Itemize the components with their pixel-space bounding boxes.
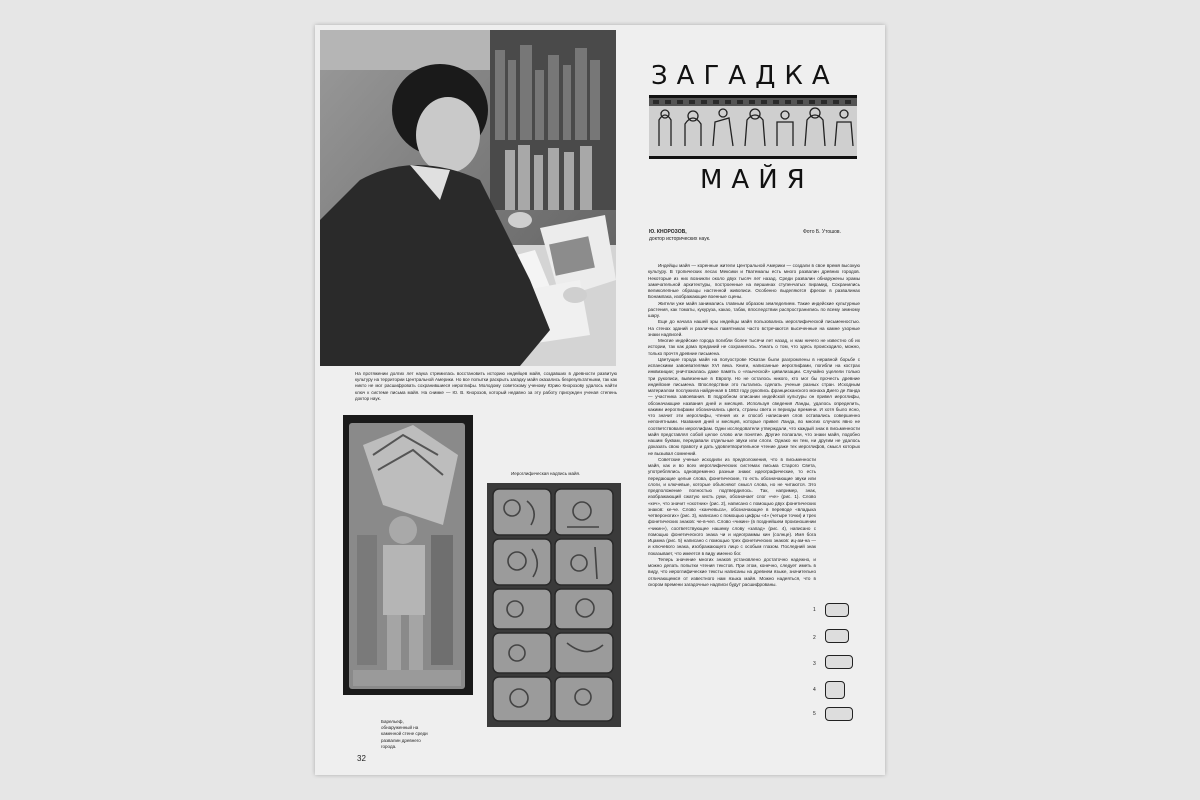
author-name: Ю. КНОРОЗОВ, (649, 229, 687, 235)
body-paragraph: Советские ученые исходили из предположения, что в письменности майя, как и во всех иероглифических системах письма Старого Света, употреблялись одновременно разные знаки: идеографические, то есть передающие целые слова, фонетические, то есть обозначающие звуки или слоги, и ключевые, которые объясняют смысл слова, но не читаются. Это предположение полностью подтвердилось. Так, например, знак, изображающий сжатую кисть руки, обозначает слог «че» (рис. 1). Слово «кеч», что значит «охотник» (рис. 2), написано с помощью двух фонетических знаков: ке-че. Слово «канчевьса», обозначающее в переводе «владыка четвероногих» (рис. 3), написано с помощью цифры «4» (четыре точки) и трех фонетических знаков: че-в-чел. Слово «чикин» (в позднейшем произношении «чикин»), соответствующее нашему слову «запад» (рис. 4), написано с помощью фонетического знака чи и идеограммы кин (солнце). Имя бога Ицамна (рис. 5) написано с помощью трех фонетических знаков: иц-ам-на — и ключевого знака, изображающего лицо с особым глазом. Последний знак показывает, что имеется в виду именно бог. (648, 456, 816, 556)
main-photo-caption: На протяжении долгих лет наука стремилась восстановить историю индейцев майя, создавших в древности развитую культуру на территории Центральной Америки. Но все попытки раскрыть загадку майя оказались безрезультатными, так как никто не мог расшифровать сохранившиеся иероглифы. Молодому советскому ученому Юрию Кнорозову удалось найти ключ к системе письма майя. На снимке — Ю. В. Кнорозов, который недавно за эту работу присужден ученая степень доктор наук. (355, 371, 617, 401)
portrait-photo (320, 30, 616, 366)
body-paragraph: Теперь значение многих знаков установлено достаточно надежно, и можно делать попытки чтения текстов. При этом, конечно, следует иметь в виду, что иероглифические тексты написаны на древнем языке, значительно отличающемся от известного нам языка майя. Можно надеяться, что в скором времени загадочные надписи будут расшифрованы. (648, 556, 816, 587)
relief-caption: Барельеф, обнаруженный на каменной стене среди развалин древнего города. (381, 719, 428, 749)
glyph-figure-1 (825, 603, 849, 617)
inscription-photo (487, 483, 621, 727)
glyph-figure-4 (825, 681, 845, 699)
body-paragraph: Цветущие города майя на полуострове Юкатан были разгромлены в неравной борьбе с испанскими завоевателями XVI века. Книги, написанные иероглифами, погибли на кострах инквизиции; уничтожалась даже память о «языческой» цивилизации. Случайно уцелели только три рукописи, вывезенные в Европу. Но не осталось никого, кто мог бы прочесть древние индейские письмена. Впоследствии это пытались сделать ученые разных стран. Исходным материалом послужила найденная в 1863 году рукопись францисканского монаха Диего де Ланда — участника завоевания. В подробном описании индейской культуры он привел иероглифы, обозначающие названия дней и месяцев. Используя сведения Ланды, удалось определить, какими иероглифами обозначались цвета, страны света и периоды времени. И хотя было ясно, что значит эти иероглифы, чтения их и способ написания слов оставались совершенно непонятными. Названия дней и месяцев, которые привел Ланда, во многих случаях явно не соответствовали иероглифам. Одни исследователи утверждали, что каждый знак в письменности майя представлял собой целое слово или понятие. Другие полагали, что знаки майя, подобно нашим буквам, передавали отдельные звуки или слоги. Однако ни тем, ни другим не удалось доказать свою правоту и дать удовлетворительное чтение даже тех иероглифов, смысл которых не вызывал сомнений. (648, 356, 860, 456)
photo-credit: Фото Б. Утошов. (803, 229, 841, 235)
glyph-label: 5 (813, 711, 816, 717)
glyph-figure-5 (825, 707, 853, 721)
maya-frieze (649, 95, 857, 159)
glyph-figure-2 (825, 629, 849, 643)
title-line-1: ЗАГАДКА (651, 61, 839, 91)
glyph-label: 1 (813, 607, 816, 613)
body-paragraph: Жители уже майя занимались главным образом земледелием. Такие индейские культурные растения, как томаты, кукуруза, какао, табак, впоследствии распространились по всему земному шару. (648, 300, 860, 318)
glyph-figures (813, 603, 857, 723)
glyph-label: 4 (813, 687, 816, 693)
body-paragraph: Многие индейские города погибли более тысячи лет назад, и нам ничего не известно об их истории, так как дома преданий не сохранилось. Узнать о том, что здесь происходило, можно, только прочтя древние письмена. (648, 338, 860, 356)
article-body (648, 263, 860, 588)
glyph-figure-3 (825, 655, 853, 669)
glyph-label: 3 (813, 661, 816, 667)
body-paragraph: Еще до начала нашей эры индейцы майя пользовались иероглифической письменностью. На стенах зданий и различных памятниках часто встречаются высеченные на камне узорные знаки надписей. (648, 319, 860, 337)
author-degree: доктор исторических наук. (649, 236, 711, 242)
relief-photo (343, 415, 473, 695)
glyph-label: 2 (813, 635, 816, 641)
inscription-caption: Иероглифическая надпись майя. (511, 471, 581, 476)
title-line-2: МАЙЯ (700, 165, 814, 195)
page-number: 32 (357, 754, 366, 763)
magazine-page (315, 25, 885, 775)
body-paragraph: Индейцы майя — коренные жители Центральной Америки — создали в свое время высокую культуру. В тропических лесах Мексики и Гватемалы есть много развалин древних городов. Некоторые из них возникли около двух тысяч лет назад. Среди развалин обнаружены храмы замечательной архитектуры, построенные на вершинах ступенчатых пирамид. Сохранились великолепные образцы настенной живописи. Особенно выделяются фрески в развалинах Бонампака, изображающие военные сцены. (648, 263, 860, 300)
